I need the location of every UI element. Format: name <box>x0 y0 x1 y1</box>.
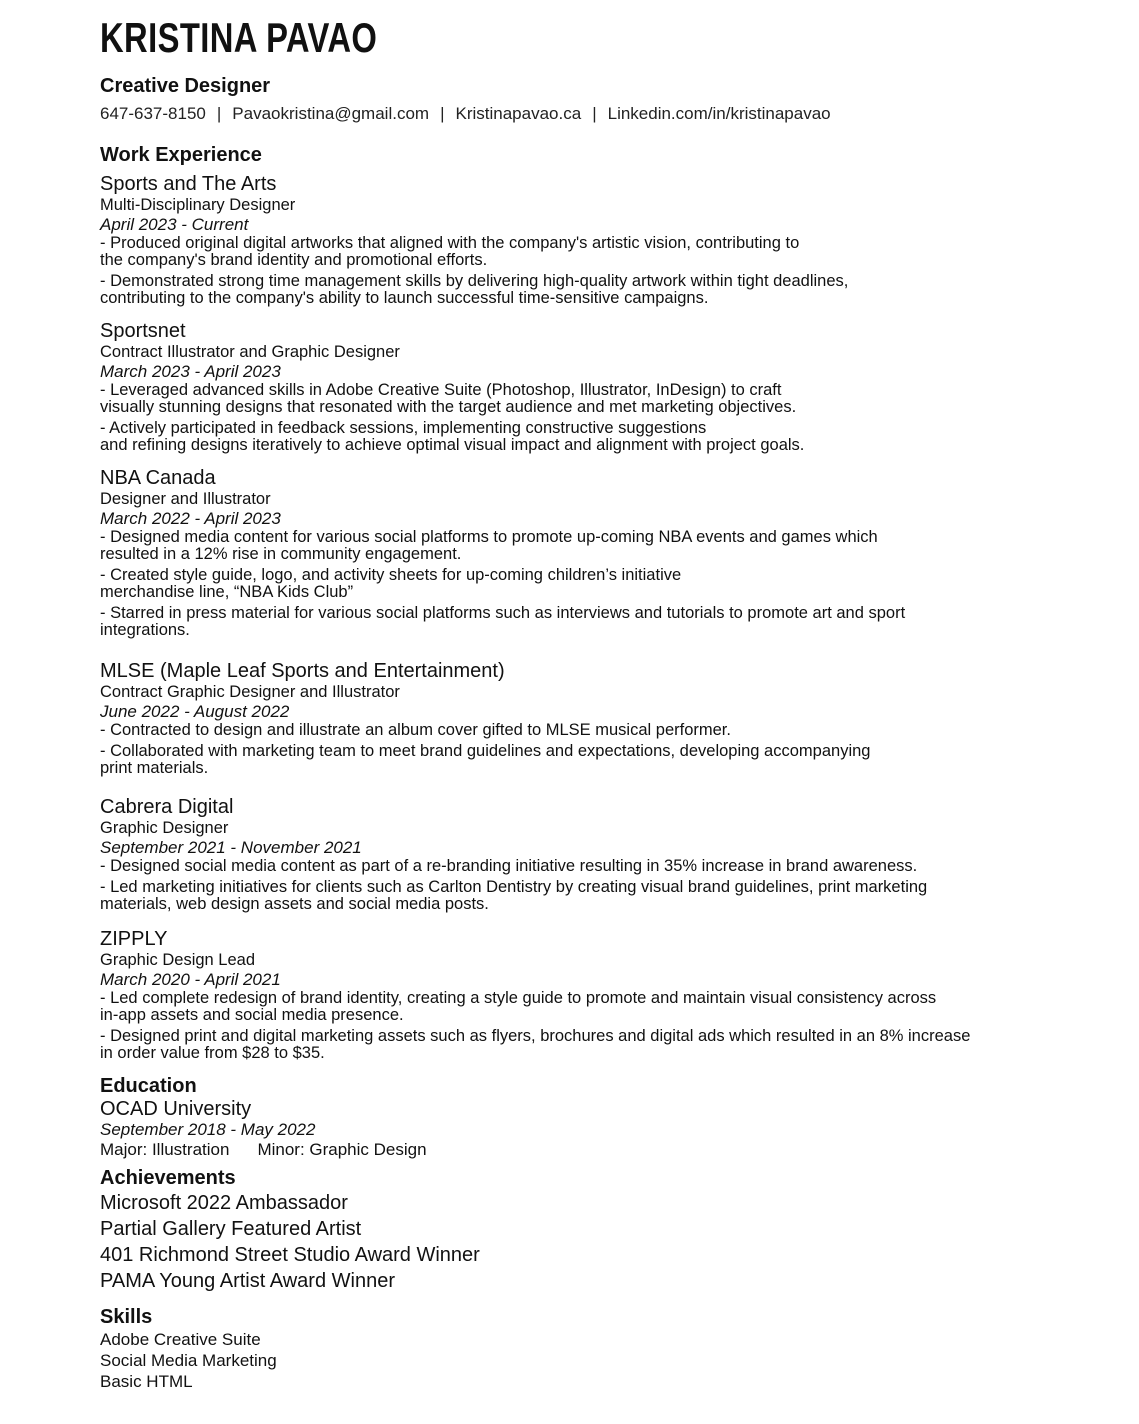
education-section <box>100 1074 1060 1160</box>
job-bullet: - Actively participated in feedback sessions, implementing constructive suggestions and refining designs iteratively to achieve optimal visual impact and alignment with project goals. <box>100 419 805 454</box>
job-dates: March 2023 - April 2023 <box>100 362 281 381</box>
contact-linkedin: Linkedin.com/in/kristinapavao <box>607 104 831 123</box>
job-entry <box>100 320 1060 458</box>
job-dates: April 2023 - Current <box>100 215 249 234</box>
skill-item: Social Media Marketing <box>100 1351 277 1370</box>
job-bullet: - Led complete redesign of brand identity, creating a style guide to promote and maintain visual consistency across in-app assets and social media presence. <box>100 989 937 1024</box>
education-major: Major: Illustration <box>100 1140 230 1159</box>
job-bullet: - Designed social media content as part of a re-branding initiative resulting in 35% increase in brand awareness. <box>100 857 918 875</box>
job-bullet: - Contracted to design and illustrate an album cover gifted to MLSE musical performer. <box>100 721 731 739</box>
contact-email: Pavaokristina@gmail.com <box>232 104 430 123</box>
skills-heading: Skills <box>100 1306 153 1328</box>
job-entry <box>100 173 1060 311</box>
achievement-item: Microsoft 2022 Ambassador <box>100 1192 348 1214</box>
education-dates: September 2018 - May 2022 <box>100 1120 316 1139</box>
job-bullet: - Created style guide, logo, and activity sheets for up-coming children’s initiative merchandise line, “NBA Kids Club” <box>100 566 682 601</box>
education-heading: Education <box>100 1075 197 1097</box>
contact-separator: | <box>216 104 222 123</box>
job-title: Designer and Illustrator <box>100 490 271 508</box>
candidate-role: Creative Designer <box>100 75 271 97</box>
contact-phone: 647-637-8150 <box>100 104 206 123</box>
skills-section <box>100 1305 1060 1392</box>
job-bullet: - Led marketing initiatives for clients such as Carlton Dentistry by creating visual brand guidelines, print marketing materials, web design assets and social media posts. <box>100 878 928 913</box>
skill-item: Adobe Creative Suite <box>100 1330 261 1349</box>
job-entry <box>100 928 1060 1066</box>
education-minor: Minor: Graphic Design <box>257 1140 427 1159</box>
job-entry <box>100 467 1060 643</box>
job-bullet: - Produced original digital artworks that aligned with the company's artistic vision, contributing to the company's brand identity and promotional efforts. <box>100 234 800 269</box>
job-title: Contract Illustrator and Graphic Designer <box>100 343 400 361</box>
contact-separator: | <box>440 104 445 123</box>
candidate-name: KRISTINA PAVAO <box>100 14 378 61</box>
job-bullet: - Designed print and digital marketing assets such as flyers, brochures and digital ads which resulted in an 8% increase in order value from $28 to $35. <box>100 1027 971 1062</box>
job-bullet: - Collaborated with marketing team to meet brand guidelines and expectations, developing accompanying print materials. <box>100 742 871 777</box>
achievements-heading: Achievements <box>100 1167 236 1189</box>
job-company: Cabrera Digital <box>100 796 234 818</box>
job-company: Sportsnet <box>100 320 186 342</box>
education-fields <box>100 1140 1060 1160</box>
job-bullet: - Demonstrated strong time management skills by delivering high-quality artwork within tight deadlines, contributing to the company's ability to launch successful time-sensitive campaigns. <box>100 272 849 307</box>
job-title: Graphic Design Lead <box>100 951 256 969</box>
job-bullet: - Leveraged advanced skills in Adobe Creative Suite (Photoshop, Illustrator, InDesign) to craft visually stunning designs that resonated with the target audience and met marketing objectives. <box>100 381 797 416</box>
job-title: Contract Graphic Designer and Illustrator <box>100 683 400 701</box>
job-company: Sports and The Arts <box>100 173 277 195</box>
work-experience-heading: Work Experience <box>100 144 262 166</box>
achievement-item: PAMA Young Artist Award Winner <box>100 1270 395 1292</box>
achievement-item: Partial Gallery Featured Artist <box>100 1218 362 1240</box>
job-company: NBA Canada <box>100 467 216 489</box>
job-bullet: - Designed media content for various social platforms to promote up-coming NBA events and games which resulted in a 12% rise in community engagement. <box>100 528 878 563</box>
job-company: ZIPPLY <box>100 928 168 950</box>
work-experience-heading-block <box>100 143 1060 167</box>
job-entry <box>100 660 1060 781</box>
contact-separator: | <box>592 104 597 123</box>
contact-line <box>100 104 831 124</box>
education-school: OCAD University <box>100 1098 252 1120</box>
job-dates: September 2021 - November 2021 <box>100 838 362 857</box>
contact-website: Kristinapavao.ca <box>455 104 582 123</box>
job-title: Graphic Designer <box>100 819 229 837</box>
achievement-item: 401 Richmond Street Studio Award Winner <box>100 1244 480 1266</box>
job-title: Multi-Disciplinary Designer <box>100 196 296 214</box>
achievements-section <box>100 1166 1060 1294</box>
job-dates: June 2022 - August 2022 <box>100 702 290 721</box>
job-dates: March 2020 - April 2021 <box>100 970 281 989</box>
skill-item: Basic HTML <box>100 1372 193 1391</box>
job-company: MLSE (Maple Leaf Sports and Entertainment) <box>100 660 505 682</box>
job-bullet: - Starred in press material for various social platforms such as interviews and tutorials to promote art and sport integrations. <box>100 604 906 639</box>
job-entry <box>100 796 1060 917</box>
job-dates: March 2022 - April 2023 <box>100 509 281 528</box>
